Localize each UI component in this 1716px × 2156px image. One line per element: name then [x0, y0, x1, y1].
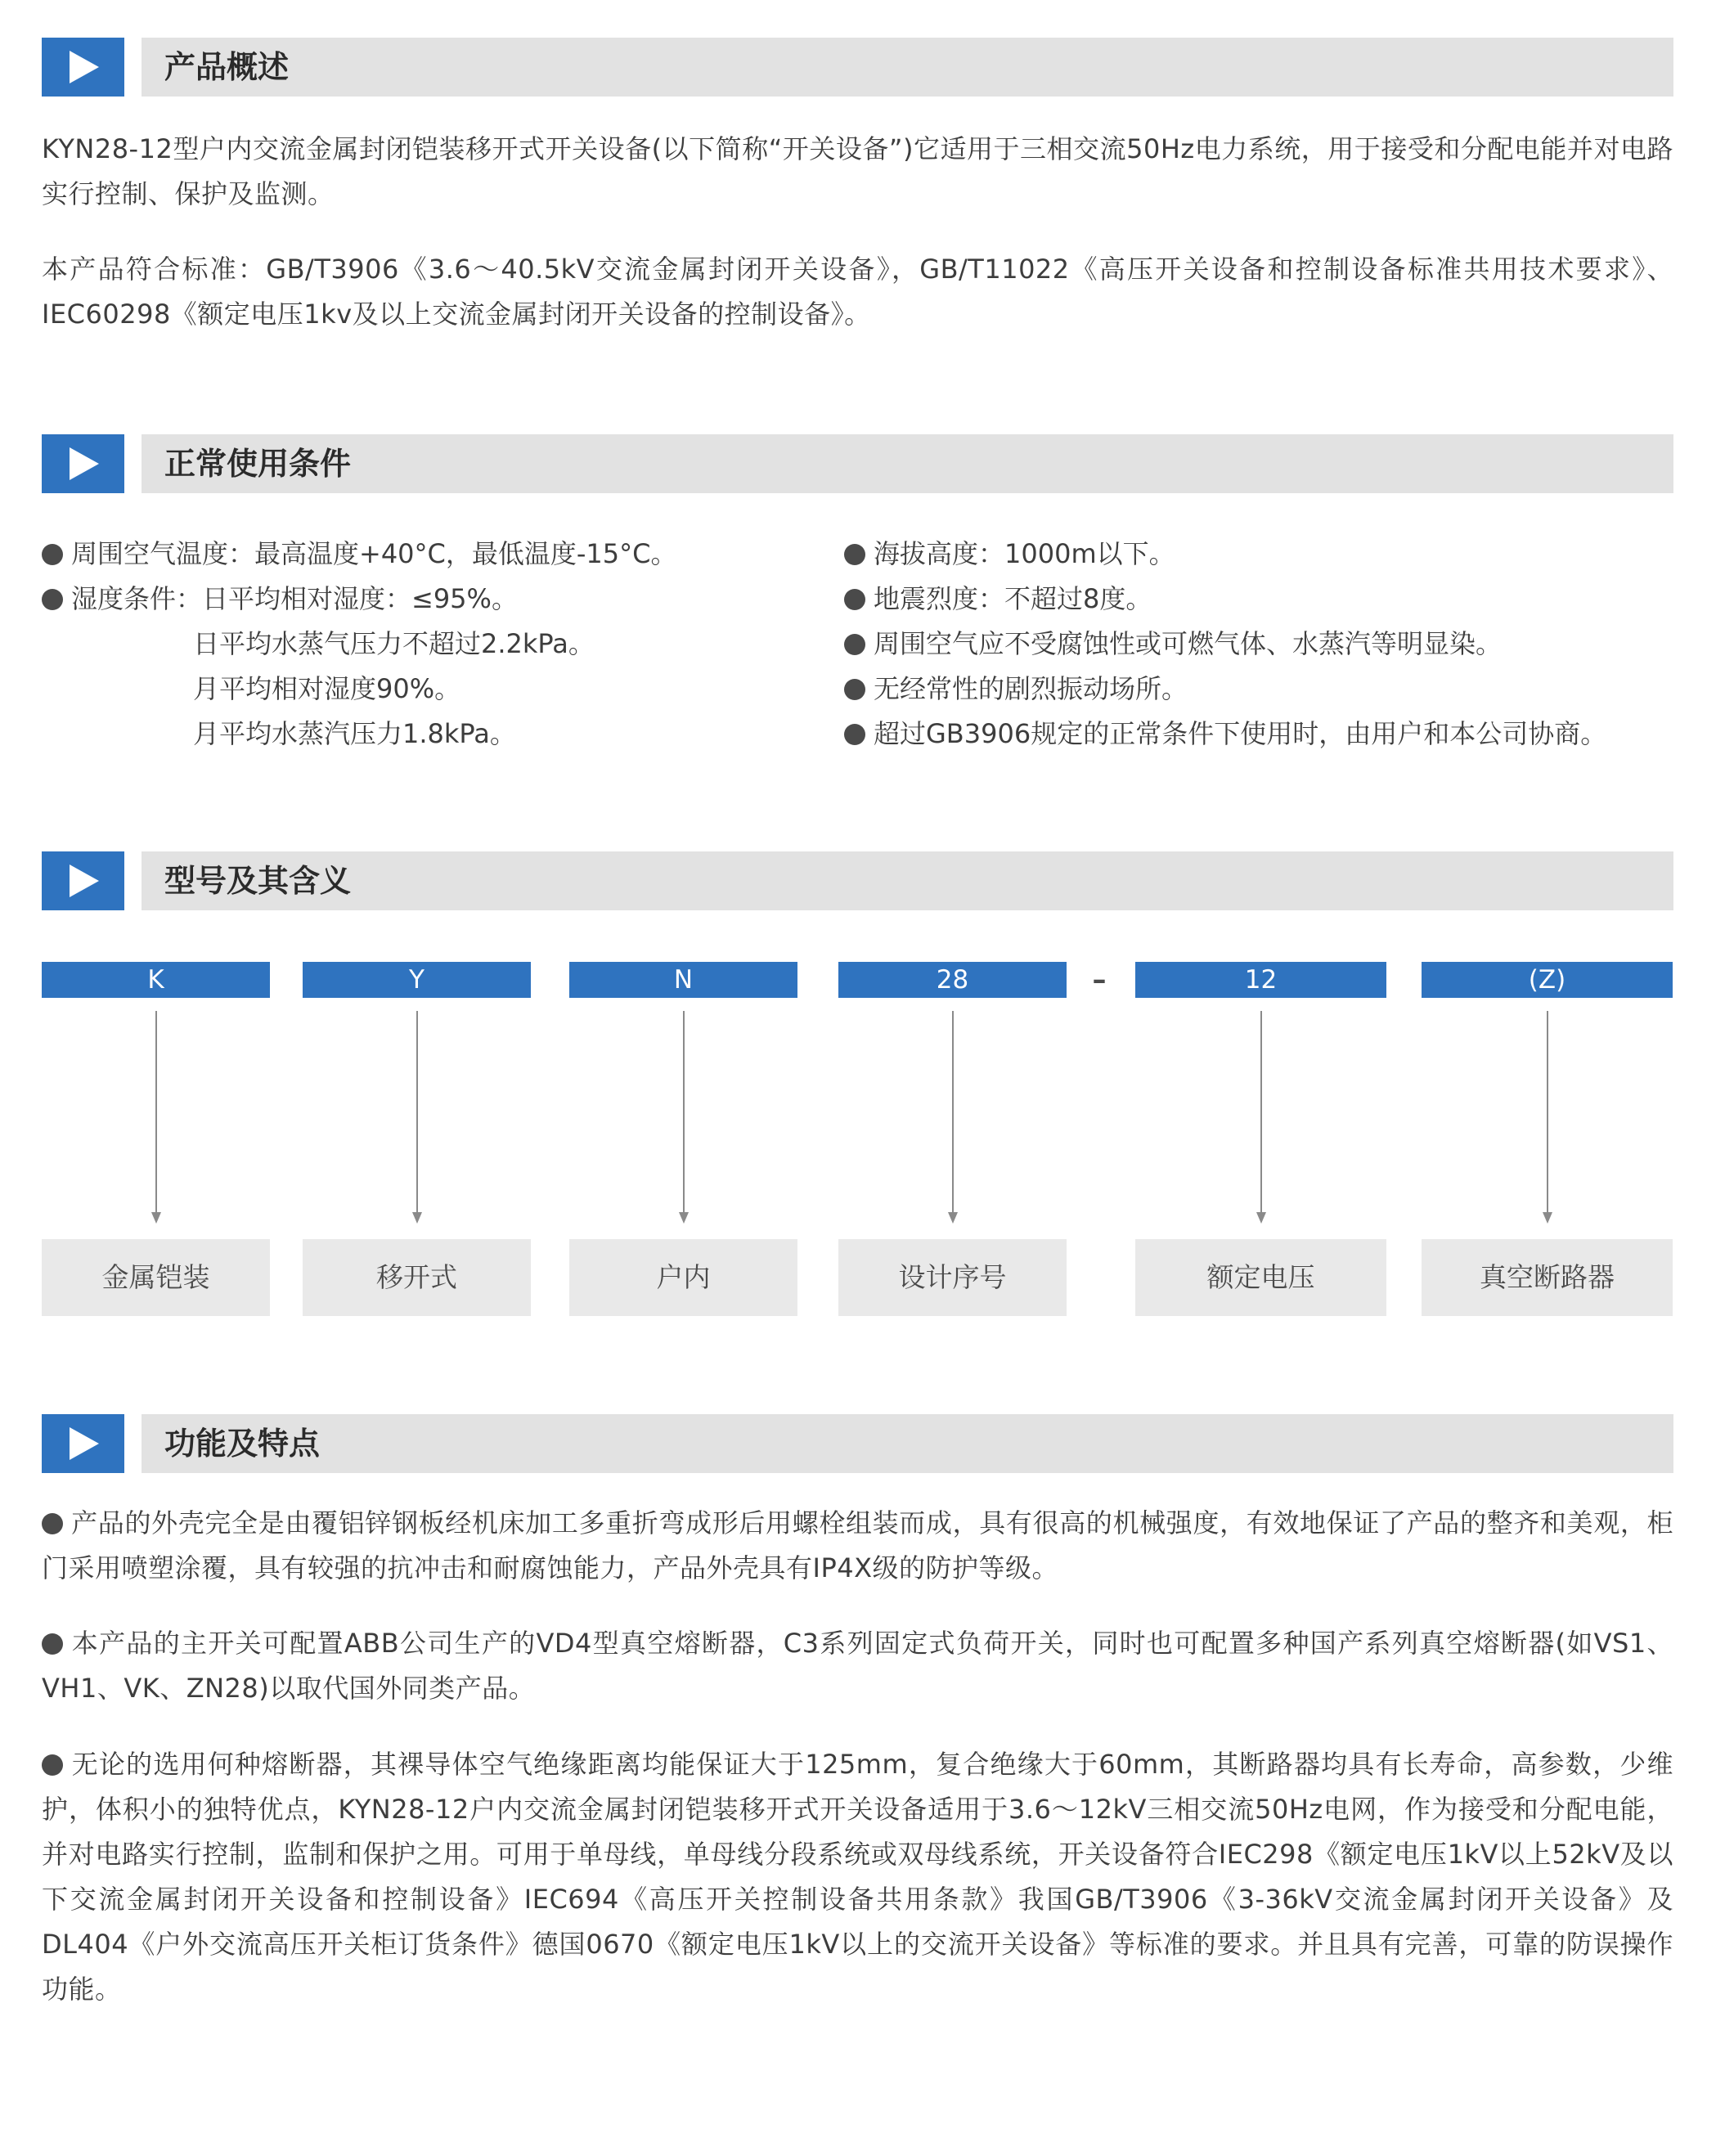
bullet-dot-icon — [844, 634, 865, 655]
section-title-bar — [142, 434, 1673, 493]
features-text: 本产品的主开关可配置ABB公司生产的VD4型真空熔断器，C3系列固定式负荷开关，同时也可配置多种国产系列真空熔断器(如VS1、VH1、VK、ZN28)以取代国外同类产品。 — [42, 1628, 1673, 1704]
features-paragraph-1 — [42, 1501, 1673, 1591]
arrow-connector — [683, 1011, 685, 1214]
model-code-12: 12 — [1135, 962, 1386, 998]
model-code-n: N — [569, 962, 797, 998]
condition-text: 地震烈度：不超过8度。 — [874, 583, 1152, 614]
condition-text: 无经常性的剧烈振动场所。 — [874, 673, 1188, 704]
condition-item — [844, 577, 1152, 622]
play-triangle-icon — [42, 38, 124, 97]
overview-paragraph-1: KYN28-12型户内交流金属封闭铠装移开式开关设备(以下简称“开关设备”)它适用于三相交流50Hz电力系统，用于接受和分配电能并对电路实行控制、保护及监测。 — [42, 133, 1673, 209]
condition-text: 月平均水蒸汽压力1.8kPa。 — [193, 718, 516, 749]
features-text: 无论的选用何种熔断器，其裸导体空气绝缘距离均能保证大于125mm，复合绝缘大于60mm，其断路器均具有长寿命，高参数，少维护，体积小的独特优点，KYN28-12户内交流金属封闭铠装移开式开关设备适用于3.6～12kV三相交流50Hz电网，作为接受和分配电能，并对电路实行控制，监制和保护之用。可用于单母线，单母线分段系统或双母线系统，开关设备符合IEC298《额定电压1kV以上52kV及以下交流金属封闭开关设备和控制设备》IEC694《高压开关控制设备共用条款》我国GB/T3906《3-36kV交流金属封闭开关设备》及DL404《户外交流高压开关柜订货条件》德国0670《额定电压1kV以上的交流开关设备》等标准的要求。并且具有完善，可靠的防误操作功能。 — [42, 1749, 1673, 2005]
arrow-connector — [1260, 1011, 1262, 1214]
play-triangle-icon — [42, 851, 124, 910]
model-meaning-rated-voltage: 额定电压 — [1135, 1239, 1386, 1316]
play-triangle-icon — [42, 1414, 124, 1473]
bullet-dot-icon — [42, 1513, 63, 1534]
section-title-bar — [142, 851, 1673, 910]
condition-item — [844, 712, 1606, 757]
condition-text: 超过GB3906规定的正常条件下使用时，由用户和本公司协商。 — [874, 718, 1607, 749]
arrow-down-icon — [151, 1212, 161, 1224]
arrow-connector — [1547, 1011, 1548, 1214]
model-code-k: K — [42, 962, 270, 998]
bullet-dot-icon — [844, 544, 865, 565]
section-title: 功能及特点 — [164, 1426, 321, 1462]
section-title-bar — [142, 1414, 1673, 1473]
arrow-connector — [155, 1011, 157, 1214]
arrow-down-icon — [948, 1212, 958, 1224]
section-header-features — [42, 1414, 1673, 1473]
condition-text: 湿度条件：日平均相对湿度：≤95%。 — [71, 583, 518, 614]
bullet-dot-icon — [844, 724, 865, 745]
condition-subitem — [193, 667, 460, 712]
model-code-z: (Z) — [1422, 962, 1673, 998]
model-meaning-design-no: 设计序号 — [838, 1239, 1067, 1316]
overview-paragraph-2: 本产品符合标准：GB/T3906《3.6～40.5kV交流金属封闭开关设备》，GB/T11022《高压开关设备和控制设备标准共用技术要求》、IEC60298《额定电压1kv及以上交流金属封闭开关设备的控制设备》。 — [42, 254, 1673, 330]
features-text: 产品的外壳完全是由覆铝锌钢板经机床加工多重折弯成形后用螺栓组装而成，具有很高的机械强度，有效地保证了产品的整齐和美观，柜门采用喷塑涂覆，具有较强的抗冲击和耐腐蚀能力，产品外壳具有IP4X级的防护等级。 — [42, 1507, 1673, 1583]
condition-text: 周围空气温度：最高温度+40°C，最低温度-15°C。 — [71, 538, 677, 569]
condition-text: 海拔高度：1000m以下。 — [874, 538, 1175, 569]
condition-item — [844, 532, 1175, 577]
arrow-down-icon — [412, 1212, 422, 1224]
bullet-dot-icon — [42, 544, 63, 565]
model-code-28: 28 — [838, 962, 1067, 998]
condition-item — [844, 622, 1502, 667]
section-title: 产品概述 — [164, 49, 290, 85]
arrow-down-icon — [679, 1212, 689, 1224]
model-meaning-armored: 金属铠装 — [42, 1239, 270, 1316]
bullet-dot-icon — [844, 589, 865, 610]
model-meaning-withdrawable: 移开式 — [303, 1239, 531, 1316]
section-header-conditions — [42, 434, 1673, 493]
arrow-connector — [416, 1011, 418, 1214]
section-header-model — [42, 851, 1673, 910]
section-title: 型号及其含义 — [164, 863, 352, 899]
condition-text: 月平均相对湿度90%。 — [193, 673, 461, 704]
section-title: 正常使用条件 — [164, 446, 352, 482]
bullet-dot-icon — [42, 1633, 63, 1655]
model-code-y: Y — [303, 962, 531, 998]
model-code-dash: – — [1092, 963, 1107, 996]
condition-item — [844, 667, 1188, 712]
bullet-dot-icon — [844, 679, 865, 700]
condition-subitem — [193, 712, 516, 757]
condition-item — [42, 577, 518, 622]
model-meaning-vacuum-breaker: 真空断路器 — [1422, 1239, 1673, 1316]
bullet-dot-icon — [42, 1754, 63, 1776]
condition-item — [42, 532, 677, 577]
condition-subitem — [193, 622, 595, 667]
features-paragraph-2 — [42, 1621, 1673, 1711]
bullet-dot-icon — [42, 589, 63, 610]
condition-text: 日平均水蒸气压力不超过2.2kPa。 — [193, 628, 595, 659]
features-paragraph-3 — [42, 1742, 1673, 2012]
arrow-connector — [952, 1011, 954, 1214]
play-triangle-icon — [42, 434, 124, 493]
arrow-down-icon — [1543, 1212, 1552, 1224]
arrow-down-icon — [1256, 1212, 1266, 1224]
model-meaning-indoor: 户内 — [569, 1239, 797, 1316]
section-title-bar — [142, 38, 1673, 97]
section-header-overview — [42, 38, 1673, 97]
condition-text: 周围空气应不受腐蚀性或可燃气体、水蒸汽等明显染。 — [874, 628, 1503, 659]
